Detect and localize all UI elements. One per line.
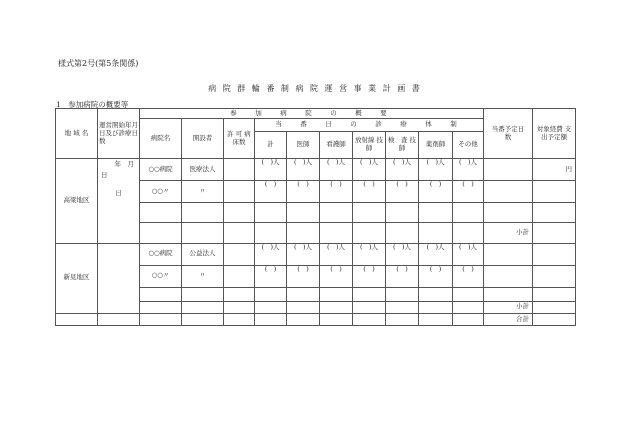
start-date-cell: [98, 243, 140, 313]
hospital-name: ○○病院: [140, 159, 182, 181]
doctor-header: 医師: [287, 132, 320, 159]
document-title: 病 院 群 輪 番 制 病 院 運 営 事 業 計 画 書: [208, 84, 422, 93]
overview-header: 参 加 病 院 の 概 要: [140, 109, 484, 119]
staff-count: ( )人: [255, 243, 287, 265]
founder: 医療法人: [182, 159, 224, 181]
cost-cell: [533, 181, 576, 203]
cost-cell: [533, 203, 576, 223]
staff-count: ( ): [320, 265, 353, 287]
cost-cell: 円: [533, 159, 576, 181]
grand-total-cell: [533, 313, 576, 325]
staff-count: ( )人: [255, 159, 287, 181]
duty-days-cell: [484, 243, 533, 265]
beds-cell: [224, 265, 255, 287]
beds-cell: [224, 181, 255, 203]
subtotal-cell: [533, 223, 576, 243]
staff-count: ( ): [453, 265, 484, 287]
staff-count: ( )人: [386, 159, 419, 181]
hospital-name-header: 病院名: [140, 119, 182, 159]
staff-count: ( ): [419, 265, 453, 287]
staff-count: ( ): [453, 181, 484, 203]
region-name: 新見地区: [56, 243, 98, 313]
cost-cell: [533, 265, 576, 287]
cost-cell: [533, 243, 576, 265]
staff-count: ( )人: [453, 159, 484, 181]
hospital-name: ○○病院: [140, 243, 182, 265]
subtotal-cell: [533, 301, 576, 313]
duty-days-header: 当番予定日 数: [484, 109, 533, 159]
duty-days-cell: [484, 287, 533, 301]
lab-header: 検 査 技 師: [386, 132, 419, 159]
start-date-cell: 年 月 日 日: [98, 159, 140, 243]
total-header: 計: [255, 132, 287, 159]
start-date-header: 運営開始年月日及び診療日数: [98, 109, 140, 159]
grand-total-label: 合計: [484, 313, 533, 325]
radiology-header: 放射線 技 師: [353, 132, 386, 159]
staff-count: ( ): [287, 265, 320, 287]
staff-count: ( )人: [353, 159, 386, 181]
staff-count: ( )人: [453, 243, 484, 265]
staff-count: ( ): [419, 181, 453, 203]
nurse-header: 看護師: [320, 132, 353, 159]
staff-count: ( ): [255, 181, 287, 203]
beds-cell: [224, 243, 255, 265]
staff-count: ( ): [386, 181, 419, 203]
staff-count: ( )人: [419, 243, 453, 265]
founder: 〃: [182, 265, 224, 287]
staff-count: ( ): [255, 265, 287, 287]
staff-count: ( ): [353, 265, 386, 287]
duty-days-cell: [484, 159, 533, 181]
staff-count: ( )人: [320, 243, 353, 265]
staff-count: ( )人: [353, 243, 386, 265]
hospital-name: ○○〃: [140, 265, 182, 287]
duty-days-cell: [484, 203, 533, 223]
duty-days-cell: [484, 265, 533, 287]
staff-count: ( ): [386, 265, 419, 287]
subtotal-label: 小計: [484, 223, 533, 243]
plan-table: [55, 108, 576, 326]
other-header: その他: [453, 132, 484, 159]
cost-cell: [533, 287, 576, 301]
founder: 公益法人: [182, 243, 224, 265]
subtotal-label: 小計: [484, 301, 533, 313]
founder-header: 開設者: [182, 119, 224, 159]
staff-count: ( ): [353, 181, 386, 203]
beds-header: 許 可 病床数: [224, 119, 255, 159]
staff-count: ( ): [320, 181, 353, 203]
region-header: 地 域 名: [56, 109, 98, 159]
form-number: 様式第2号(第5条関係): [58, 59, 139, 68]
section-heading: 1 参加病院の概要等: [56, 100, 129, 109]
region-name: 高梁地区: [56, 159, 98, 243]
beds-cell: [224, 159, 255, 181]
staff-count: ( )人: [419, 159, 453, 181]
pharmacist-header: 薬剤師: [419, 132, 453, 159]
duty-days-cell: [484, 181, 533, 203]
cost-header: 対象経費 支出予定額: [533, 109, 576, 159]
staff-count: ( )人: [386, 243, 419, 265]
founder: 〃: [182, 181, 224, 203]
staff-count: ( )人: [320, 159, 353, 181]
staffing-header: 当 番 日 の 診 療 体 制: [255, 119, 484, 132]
hospital-name: ○○〃: [140, 181, 182, 203]
staff-count: ( )人: [287, 243, 320, 265]
staff-count: ( )人: [287, 159, 320, 181]
staff-count: ( ): [287, 181, 320, 203]
